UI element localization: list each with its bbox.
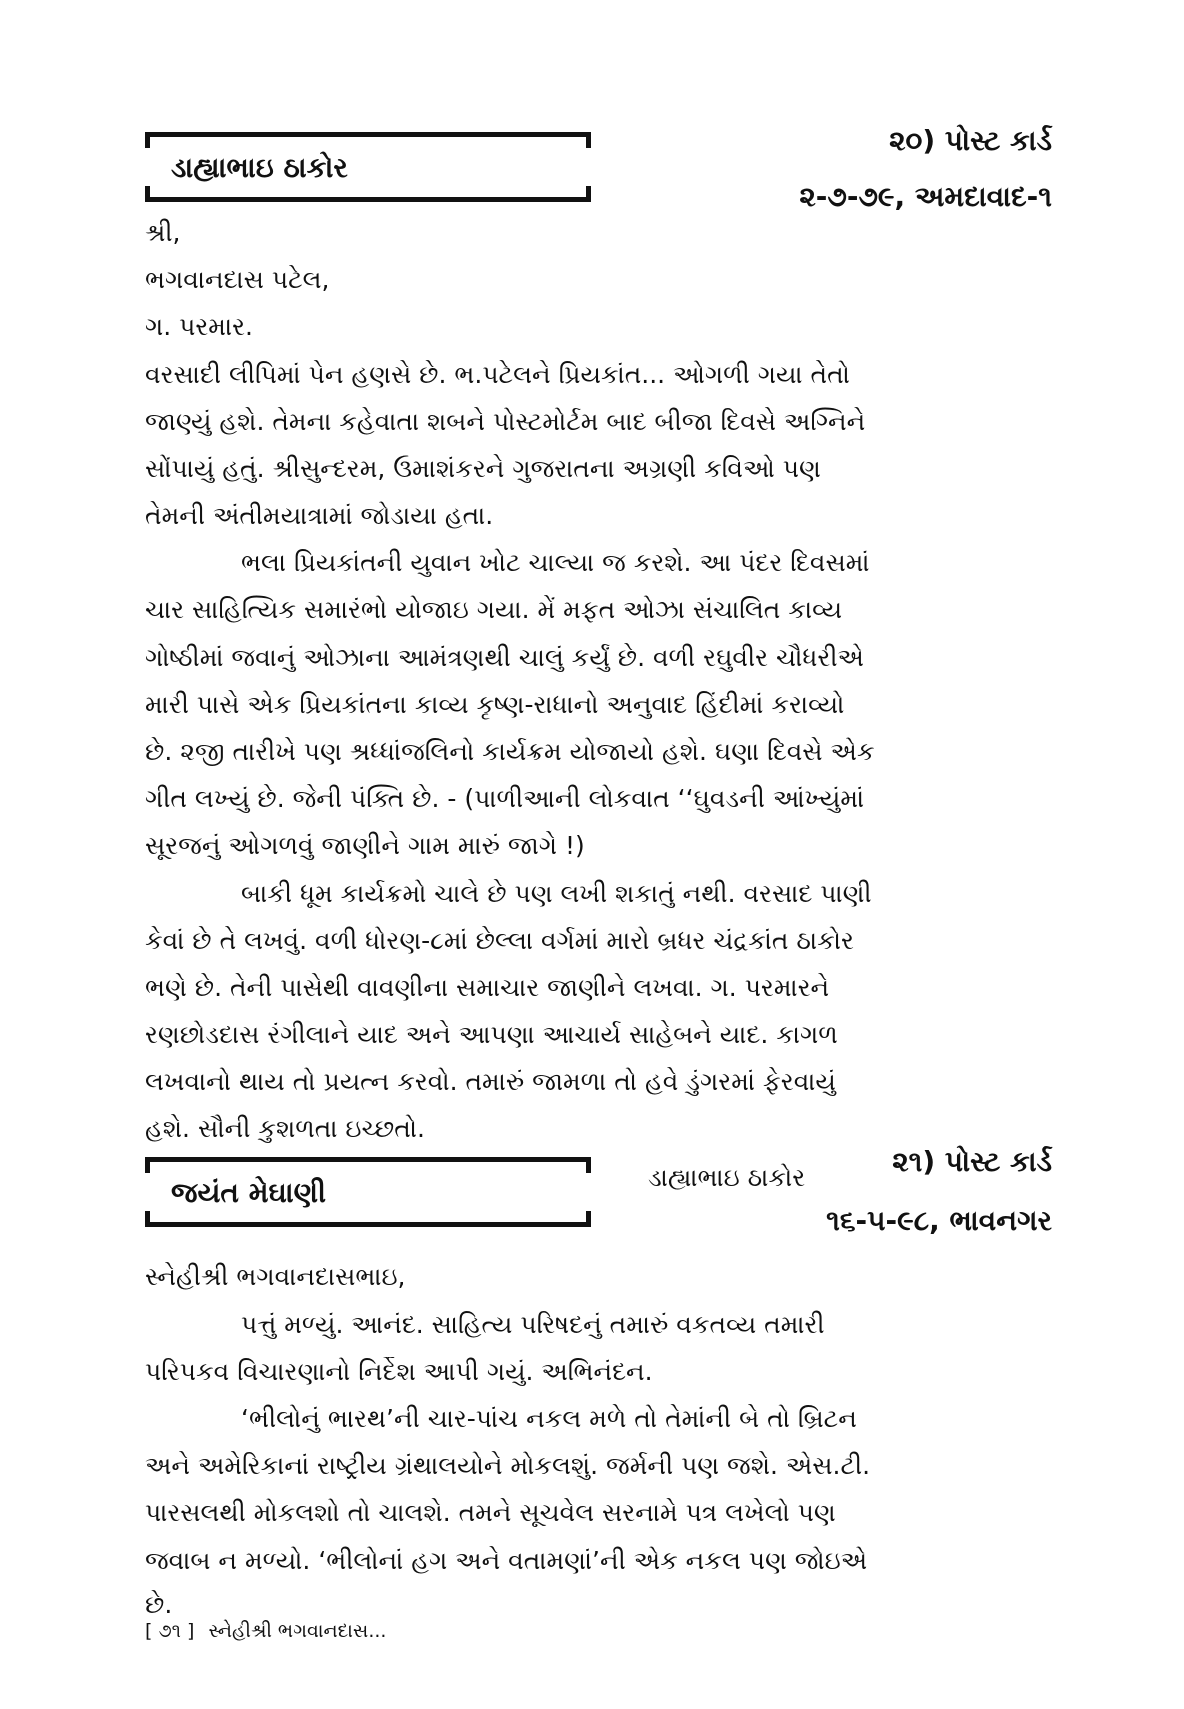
body-line: ગોષ્ઠીમાં જવાનું ઓઝાના આમંત્રણથી ચાલું કર્યું છે. વળી રઘુવીર ચૌધરીએ xyxy=(145,643,864,672)
salutation-line: સ્નેહીશ્રી ભગવાનદાસભાઇ, xyxy=(145,1262,406,1291)
body-line: ગીત લખ્યું છે. જેની પંક્તિ છે. - (પાળીઆની લોકવાત ‘‘ઘુવડની આંખ્યુંમાં xyxy=(145,784,865,813)
author-box-letter20 xyxy=(145,132,591,202)
body-line: કેવાં છે તે લખવું. વળી ધોરણ-૮માં છેલ્લા વર્ગમાં મારો બ્રધર ચંદ્રકાંત ઠાકોર xyxy=(145,926,854,955)
body-line: પારસલથી મોકલશો તો ચાલશે. તમને સૂચવેલ સરનામે પત્ર લખેલો પણ xyxy=(145,1498,836,1527)
addressee-line: ગ. પરમાર. xyxy=(145,312,253,341)
body-line: ‘ભીલોનું ભારથ’ની ચાર-પાંચ નકલ મળે તો તેમાંની બે તો બ્રિટન xyxy=(241,1404,857,1433)
frame-top-rule xyxy=(145,1157,591,1162)
body-line: સૂરજનું ઓગળવું જાણીને ગામ મારું જાગે !) xyxy=(145,831,585,860)
body-line: જવાબ ન મળ્યો. ‘ભીલોનાં હગ અને વતામણાં’ની એક નકલ પણ જોઇએ xyxy=(145,1546,868,1575)
author-name: જયંત મેઘાણી xyxy=(171,1176,327,1209)
salutation-line: શ્રી, xyxy=(145,218,181,247)
body-line: ભણે છે. તેની પાસેથી વાવણીના સમાચાર જાણીને લખવા. ગ. પરમારને xyxy=(145,973,830,1002)
body-line: હશે. સૌની કુશળતા ઇચ્છતો. xyxy=(145,1114,425,1143)
body-line: પરિપકવ વિચારણાનો નિર્દેશ આપી ગયું. અભિનંદન. xyxy=(145,1357,653,1386)
frame-top-rule xyxy=(145,132,591,137)
body-line: રણછોડદાસ રંગીલાને યાદ અને આપણા આચાર્ય સાહેબને યાદ. કાગળ xyxy=(145,1020,838,1049)
frame-bottom-rule xyxy=(145,1222,591,1227)
signature: ડાહ્યાભાઇ ઠાકોર xyxy=(648,1163,806,1192)
frame-bottom-rule xyxy=(145,197,591,202)
body-line: વરસાદી લીપિમાં પેન હણસે છે. ભ.પટેલને પ્રિયકાંત... ઓગળી ગયા તેતો xyxy=(145,360,850,389)
body-line: અને અમેરિકાનાં રાષ્ટ્રીય ગ્રંથાલયોને મોકલશું. જર્મની પણ જશે. એસ.ટી. xyxy=(145,1451,871,1480)
body-line: પત્તું મળ્યું. આનંદ. સાહિત્ય પરિષદનું તમારું વકતવ્ય તમારી xyxy=(241,1310,825,1339)
letter-heading: ૨૧) પોસ્ટ કાર્ડ xyxy=(892,1145,1052,1178)
addressee-line: ભગવાનદાસ પટેલ, xyxy=(145,265,330,294)
body-line: જાણ્યું હશે. તેમના કહેવાતા શબને પોસ્ટમોર્ટમ બાદ બીજા દિવસે અગ્નિને xyxy=(145,407,866,436)
body-line: મારી પાસે એક પ્રિયકાંતના કાવ્ય કૃષ્ણ-રાધાનો અનુવાદ હિંદીમાં કરાવ્યો xyxy=(145,690,845,719)
page-footer xyxy=(145,1620,386,1642)
body-line: છે. xyxy=(145,1590,173,1619)
body-line: ભલા પ્રિયકાંતની યુવાન ખોટ ચાલ્યા જ કરશે. આ પંદર દિવસમાં xyxy=(241,548,870,577)
author-name: ડાહ્યાભાઇ ઠાકોર xyxy=(171,151,348,184)
body-line: લખવાનો થાય તો પ્રયત્ન કરવો. તમારું જામળા તો હવે ડુંગરમાં ફેરવાયું xyxy=(145,1067,836,1096)
body-line: છે. ૨જી તારીખે પણ શ્રધ્ધાંજલિનો કાર્યક્રમ યોજાયો હશે. ઘણા દિવસે એક xyxy=(145,737,875,766)
body-line: તેમની અંતીમયાત્રામાં જોડાયા હતા. xyxy=(145,501,494,530)
author-box-letter21 xyxy=(145,1157,591,1227)
running-footer-text: સ્નેહીશ્રી ભગવાનદાસ... xyxy=(208,1620,387,1642)
page-number: [ ૭૧ ] xyxy=(145,1620,195,1642)
letter-heading: ૨૦) પોસ્ટ કાર્ડ xyxy=(889,124,1052,157)
letter-date-place: ૨-૭-૭૯, અમદાવાદ-૧ xyxy=(799,180,1052,213)
body-line: ચાર સાહિત્યિક સમારંભો યોજાઇ ગયા. મેં મફત ઓઝા સંચાલિત કાવ્ય xyxy=(145,595,843,624)
body-line: બાકી ધૂમ કાર્યક્રમો ચાલે છે પણ લખી શકાતું નથી. વરસાદ પાણી xyxy=(241,879,872,908)
letter-date-place: ૧૬-૫-૯૮, ભાવનગર xyxy=(826,1204,1052,1237)
body-line: સોંપાયું હતું. શ્રીસુન્દરમ, ઉમાશંકરને ગુજરાતના અગ્રણી કવિઓ પણ xyxy=(145,454,821,483)
